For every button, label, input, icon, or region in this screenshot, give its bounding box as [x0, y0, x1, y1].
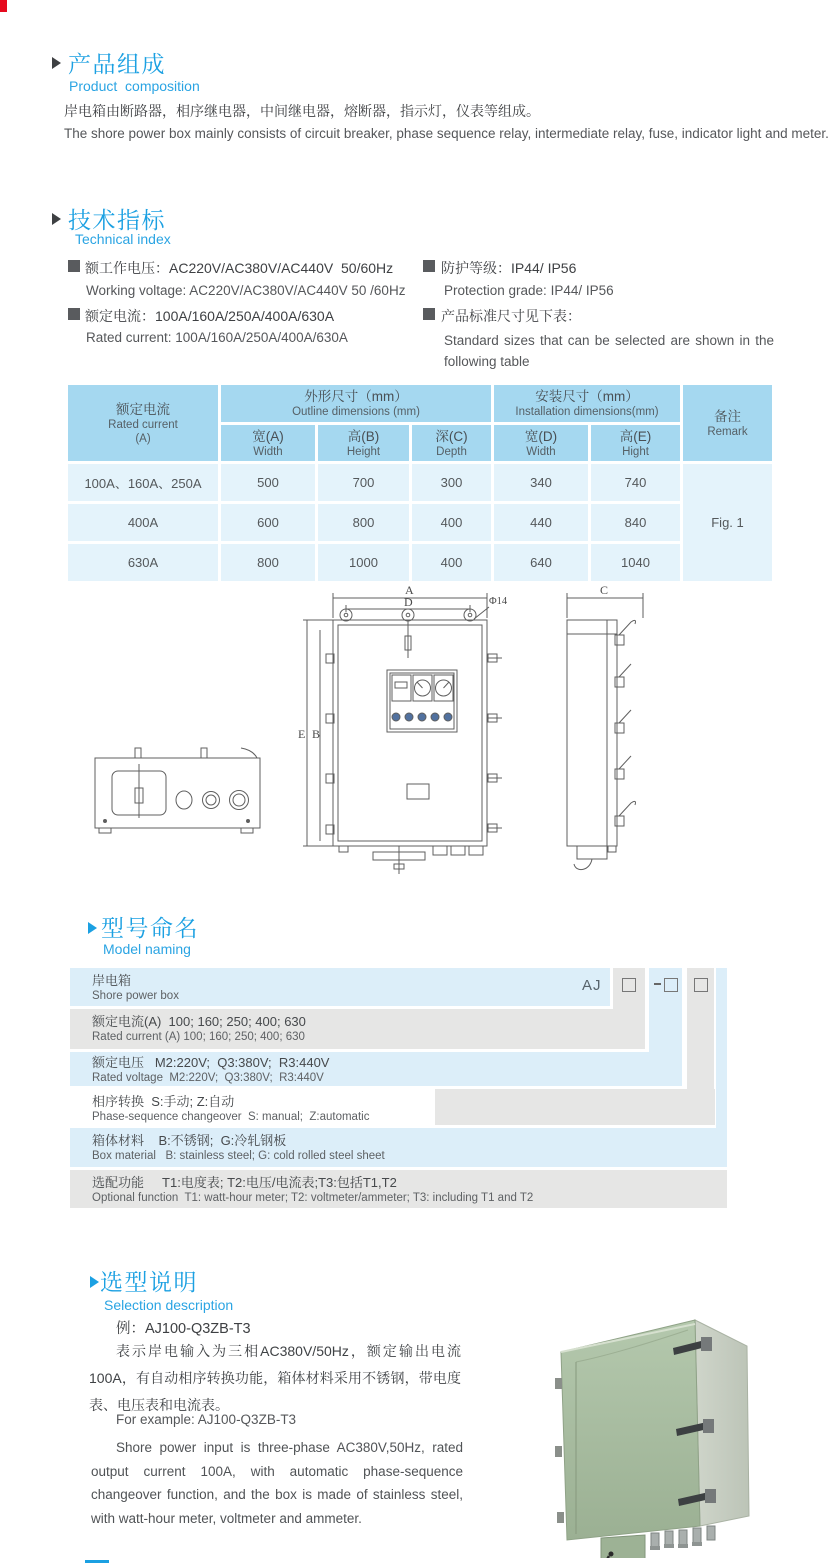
spec-rated-current-en: Rated current: 100A/160A/250A/400A/630A — [86, 330, 348, 345]
table-row: 630A 800 1000 400 640 1040 — [68, 544, 772, 581]
naming-row-box-material: 箱体材料 B:不锈钢; G:冷轧钢板 Box material B: stainless steel; G: cold rolled steel sheet — [70, 1128, 727, 1167]
dim-label-dia14: Φ14 — [489, 596, 508, 607]
col-header-outline-dimensions: 外形尺寸（mm） Outline dimensions (mm) — [221, 385, 491, 422]
naming-code-column-material — [716, 968, 727, 1167]
col-header-remark: 备注 Remark — [683, 385, 772, 461]
table-row: 100A、160A、250A 500 700 300 340 740 Fig. 1 — [68, 464, 772, 501]
spec-standard-size-cn: 产品标准尺寸见下表： — [441, 308, 581, 324]
selection-paragraph-en: Shore power input is three-phase AC380V,50Hz, rated output current 100A, with automatic phase-sequence changeover function, and the box is made of stainless steel, with watt-hour meter, voltmeter and ammeter. — [91, 1440, 463, 1526]
naming-row-shore-power-box: 岸电箱 Shore power box AJ — [70, 968, 610, 1006]
section-title-composition-cn: 产品组成 — [68, 51, 166, 77]
spec-working-voltage-cn: 额工作电压：AC220V/AC380V/AC440V 50/60Hz — [85, 260, 394, 276]
col-header-width-d: 宽(D) Width — [494, 425, 588, 461]
front-view-drawing — [303, 593, 502, 874]
page-corner-red-mark — [0, 0, 7, 12]
naming-code-column-current — [613, 968, 645, 1049]
naming-code-column-phase — [687, 968, 714, 1125]
footer-accent-line — [85, 1560, 109, 1563]
selection-paragraph-cn: 表示岸电输入为三相AC380V/50Hz，额定输出电流100A，有自动相序转换功能，箱体材料采用不锈钢，带电度表、电压表和电流表。 — [89, 1343, 461, 1413]
spec-working-voltage-en: Working voltage: AC220V/AC380V/AC440V 50 /60Hz — [86, 283, 406, 298]
table-row: 400A 600 800 400 440 840 — [68, 504, 772, 541]
door-latches — [487, 654, 502, 832]
dim-label-a: A — [405, 583, 414, 597]
col-header-height-b: 高(B) Height — [318, 425, 409, 461]
col-header-installation-dimensions: 安装尺寸（mm） Installation dimensions(mm) — [494, 385, 680, 422]
dim-label-b: B — [312, 727, 321, 741]
model-prefix: AJ — [582, 977, 602, 994]
spec-protection-grade-cn: 防护等级：IP44/ IP56 — [441, 260, 577, 276]
composition-body-en: The shore power box mainly consists of circuit breaker, phase sequence relay, intermediate relay, fuse, indicator light and meter. — [64, 126, 829, 141]
spec-bullet-icon — [68, 308, 80, 320]
col-header-hight-e: 高(E) Hight — [591, 425, 680, 461]
shore-power-box-photo — [545, 1290, 825, 1558]
naming-row-connector — [435, 1089, 715, 1125]
name-plate — [407, 784, 429, 799]
naming-row-optional-function: 选配功能 T1:电度表; T2:电压/电流表;T3:包括T1,T2 Optional function T1: watt-hour meter; T2: voltmeter/ammeter; T3: including T1 and T2 — [70, 1170, 727, 1208]
spec-bullet-icon — [423, 308, 435, 320]
remark-cell: Fig. 1 — [683, 464, 772, 581]
dash-icon — [654, 983, 661, 985]
section-arrow-icon — [52, 213, 61, 225]
bottom-junction-block — [601, 1535, 645, 1558]
spec-protection-grade-en: Protection grade: IP44/ IP56 — [444, 283, 614, 298]
col-header-rated-current: 额定电流 Rated current (A) — [68, 385, 218, 461]
code-box-icon — [622, 978, 636, 992]
naming-row-rated-current: 额定电流(A) 100; 160; 250; 400; 630 Rated current (A) 100; 160; 250; 400; 630 — [70, 1009, 645, 1049]
selection-example-en: For example: AJ100-Q3ZB-T3 — [116, 1412, 297, 1427]
section-arrow-icon — [52, 57, 61, 69]
section-title-model-naming-en: Model naming — [103, 941, 191, 957]
spec-bullet-icon — [423, 260, 435, 272]
section-title-selection-cn: 选型说明 — [100, 1269, 198, 1295]
section-title-composition-en: Product composition — [69, 78, 200, 94]
section-title-model-naming-cn: 型号命名 — [101, 915, 199, 941]
section-arrow-icon — [88, 922, 97, 934]
section-title-selection-en: Selection description — [104, 1297, 234, 1313]
side-view-drawing — [567, 593, 643, 870]
spec-rated-current-cn: 额定电流：100A/160A/250A/400A/630A — [85, 308, 335, 324]
col-header-width-a: 宽(A) Width — [221, 425, 315, 461]
bottom-view-drawing — [95, 748, 260, 833]
dim-label-c: C — [600, 583, 609, 597]
dimension-labels — [298, 583, 608, 741]
spec-bullet-icon — [68, 260, 80, 272]
section-title-technical-en: Technical index — [75, 231, 171, 247]
code-box-icon — [694, 978, 708, 992]
naming-code-column-voltage — [649, 968, 682, 1086]
spec-standard-size-en: Standard sizes that can be selected are shown in the following table — [444, 333, 774, 369]
dim-label-d: D — [404, 595, 413, 609]
selection-example-cn: 例：AJ100-Q3ZB-T3 — [116, 1321, 251, 1337]
naming-row-phase-sequence: 相序转换 S:手动; Z:自动 Phase-sequence changeover S: manual; Z:automatic — [70, 1089, 715, 1125]
naming-row-rated-voltage: 额定电压 M2:220V; Q3:380V; R3:440V Rated voltage M2:220V; Q3:380V; R3:440V — [70, 1052, 682, 1086]
section-title-technical-cn: 技术指标 — [68, 207, 166, 233]
code-box-icon — [664, 978, 678, 992]
col-header-depth-c: 深(C) Depth — [412, 425, 491, 461]
side-latches — [615, 620, 636, 826]
dimension-drawing — [55, 578, 775, 888]
section-arrow-icon — [90, 1276, 99, 1288]
size-table — [65, 382, 775, 584]
meter-panel — [387, 670, 457, 732]
dim-label-e: E — [298, 727, 306, 741]
composition-body-cn: 岸电箱由断路器，相序继电器，中间继电器，熔断器，指示灯，仪表等组成。 — [64, 103, 540, 119]
